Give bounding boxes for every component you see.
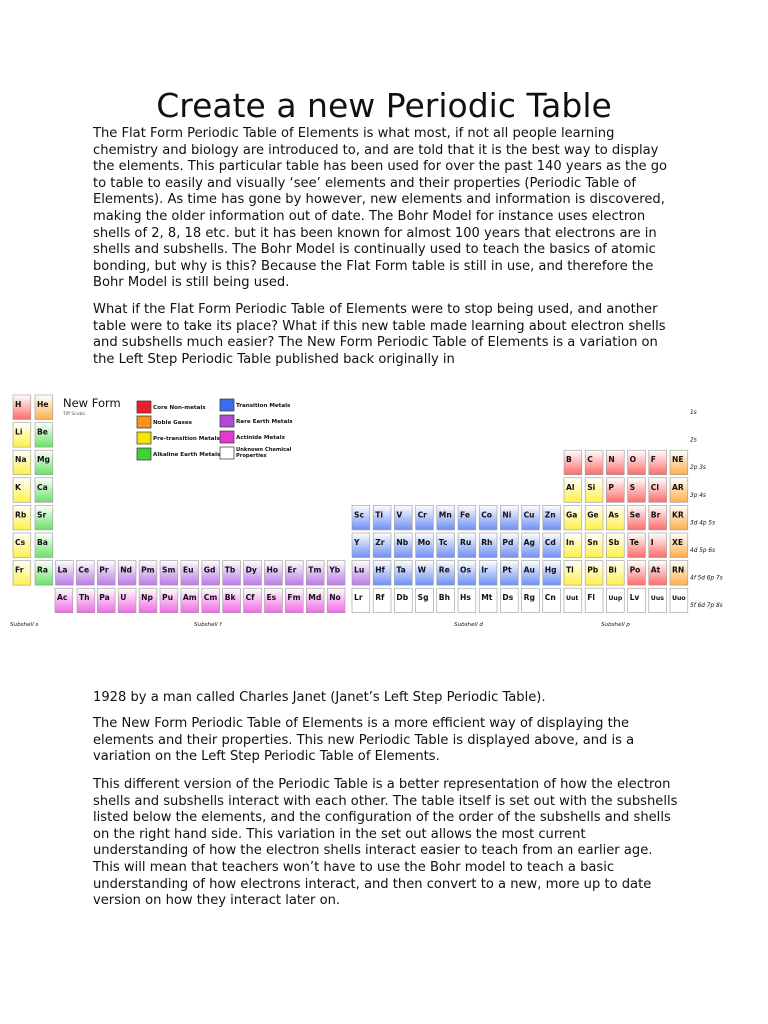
subshell-label: Subshell d	[454, 622, 483, 628]
element-symbol: O	[629, 455, 637, 465]
element-symbol: No	[329, 593, 341, 603]
element-cell-xe	[670, 533, 688, 558]
element-symbol: Cr	[417, 510, 427, 520]
element-cell-th	[77, 588, 95, 613]
element-symbol: Sn	[587, 538, 599, 547]
element-cell-in	[564, 533, 582, 558]
element-symbol: Zn	[544, 510, 556, 520]
element-symbol: Ac	[57, 593, 68, 603]
element-cell-eu	[181, 561, 199, 586]
legend-item	[220, 415, 293, 427]
element-symbol: AR	[672, 482, 684, 492]
element-symbol: Ta	[396, 565, 406, 575]
element-cell-pm	[139, 561, 157, 586]
legend-swatch	[137, 401, 151, 413]
legend-label: Rare Earth Metals	[236, 419, 293, 425]
element-symbol: F	[650, 455, 656, 465]
legend-item	[137, 401, 206, 413]
element-cell-po	[628, 561, 646, 586]
element-cell-sb	[606, 533, 624, 558]
element-cell-be	[35, 423, 53, 448]
paragraph-intro: The Flat Form Periodic Table of Elements is what most, if not all people learning chemistry and biology are introduced to, and are told that it is the best way to display the elements. This particular table has been used for over the past 140 years as the go to table to easily and visually ‘see’ elements and their properties (Periodic Table of Elements). As time has gone by however, new elements and information is discovered, making the older information out of date. The Bohr Model for instance uses electron shells of 2, 8, 18 etc. but it has been known for almost 100 years that electrons are in shells and subshells. The Bohr Model is continually used to teach the basics of atomic bonding, but why is this? Because the Flat Form table is still in use, and therefore the Bohr Model is still being used.	[93, 126, 668, 291]
element-symbol: Te	[629, 538, 639, 547]
element-cell-ds	[500, 588, 518, 613]
legend-swatch	[137, 416, 151, 428]
element-symbol: B	[566, 455, 572, 465]
paragraph-question: What if the Flat Form Periodic Table of Elements were to stop being used, and another table were to take its place? What if this new table made learning about electron shells and subshells much easier? The New Form Periodic Table of Elements is a variation on the Left Step Periodic Table published back originally in	[93, 302, 666, 367]
element-symbol: Gd	[203, 565, 216, 575]
legend-item	[137, 432, 221, 444]
element-symbol: Np	[141, 593, 153, 603]
element-symbol: W	[417, 565, 426, 575]
element-symbol: At	[650, 565, 661, 575]
element-symbol: Bh	[438, 593, 451, 603]
element-symbol: Fm	[287, 593, 301, 603]
element-cell-dy	[244, 561, 262, 586]
element-symbol: Pb	[587, 565, 599, 575]
element-symbol: Be	[37, 427, 48, 437]
element-symbol: Sm	[162, 565, 176, 575]
legend-swatch	[220, 415, 234, 427]
element-symbol: Ge	[587, 510, 599, 520]
element-symbol: Sg	[417, 593, 429, 603]
element-symbol: Yb	[329, 565, 341, 575]
element-cell-ga	[564, 505, 582, 530]
element-symbol: Lr	[354, 593, 363, 603]
element-cell-ni	[500, 505, 518, 530]
element-symbol: Pm	[141, 565, 155, 575]
element-cell-ta	[394, 561, 412, 586]
element-symbol: Sr	[37, 510, 47, 520]
element-cell-uus	[649, 588, 667, 613]
element-cell-zn	[543, 505, 561, 530]
shell-label: 3d 4p 5s	[690, 520, 716, 527]
element-symbol: Ir	[481, 565, 488, 575]
element-symbol: Cn	[544, 593, 556, 603]
element-symbol: Rg	[523, 593, 535, 603]
element-cell-fm	[285, 588, 303, 613]
element-symbol: Cf	[245, 593, 255, 603]
periodic-table-svg	[0, 380, 768, 680]
element-cell-tc	[437, 533, 455, 558]
element-cell-ce	[76, 561, 94, 586]
legend-item	[220, 447, 292, 459]
element-cell-ge	[585, 505, 603, 530]
paragraph-new-form: The New Form Periodic Table of Elements is a more efficient way of displaying the elements and their properties. This new Periodic Table is displayed above, and is a variation on the Left Step Periodic Table of Elements.	[93, 716, 635, 765]
legend-swatch	[220, 447, 234, 459]
element-symbol: La	[57, 565, 68, 575]
element-cell-ba	[35, 533, 53, 558]
element-symbol: Cl	[650, 482, 659, 492]
subshell-label: Subshell p	[601, 622, 630, 628]
element-cell-er	[285, 561, 303, 586]
element-cell-rg	[522, 588, 540, 613]
element-cell-mt	[479, 588, 497, 613]
legend-label: Actinide Metals	[236, 435, 285, 441]
element-symbol: Nb	[396, 538, 409, 547]
element-cell-sr	[35, 505, 53, 530]
figure-author: Tiff Scobo	[63, 412, 86, 417]
element-symbol: Ru	[460, 538, 472, 547]
element-symbol: Hs	[460, 593, 471, 603]
element-symbol: Pd	[502, 538, 514, 547]
element-symbol: Ti	[375, 510, 383, 520]
element-cell-te	[628, 533, 646, 558]
element-cell-mn	[437, 505, 455, 530]
element-symbol: Eu	[182, 565, 194, 575]
element-cell-ar	[670, 478, 688, 503]
element-symbol: Db	[396, 593, 409, 603]
element-symbol: I	[650, 538, 654, 547]
element-symbol: Mo	[417, 538, 431, 547]
element-symbol: Os	[460, 565, 471, 575]
element-cell-nb	[394, 533, 412, 558]
legend-label: Pre-transition Metals	[153, 436, 220, 442]
element-cell-tl	[564, 561, 582, 586]
legend-item	[220, 431, 286, 443]
element-symbol: Fe	[460, 510, 471, 520]
element-cell-lu	[352, 561, 370, 586]
element-symbol: C	[587, 455, 593, 465]
element-symbol: Uut	[566, 595, 579, 603]
element-cell-c	[585, 450, 603, 475]
element-symbol: NE	[672, 455, 684, 465]
element-symbol: Mg	[37, 455, 50, 465]
element-symbol: In	[566, 538, 575, 547]
shell-label: 1s	[690, 410, 697, 416]
element-cell-md	[306, 588, 324, 613]
element-cell-re	[437, 561, 455, 586]
subshell-label: Subshell f	[194, 622, 222, 628]
element-symbol: Bk	[224, 593, 236, 603]
element-symbol: KR	[672, 510, 684, 520]
element-symbol: Am	[182, 593, 197, 603]
element-cell-ru	[458, 533, 476, 558]
legend-label: Alkaline Earth Metals	[153, 452, 221, 458]
element-cell-bi	[606, 561, 624, 586]
element-cell-bk	[223, 588, 241, 613]
element-symbol: K	[15, 482, 21, 492]
shell-label: 2s	[690, 437, 697, 444]
element-cell-sc	[352, 505, 370, 530]
element-symbol: Hf	[375, 565, 385, 575]
element-symbol: Ho	[266, 565, 279, 575]
element-symbol: Tb	[224, 565, 236, 575]
element-cell-cn	[543, 588, 561, 613]
shell-label: 4f 5d 6p 7s	[690, 575, 723, 582]
element-symbol: N	[608, 455, 615, 465]
element-cell-li	[13, 423, 31, 448]
element-symbol: Lv	[629, 593, 640, 603]
element-cell-si	[585, 478, 603, 503]
element-cell-as	[606, 505, 624, 530]
element-symbol: Tl	[566, 565, 574, 575]
element-cell-b	[564, 450, 582, 475]
element-cell-tb	[223, 561, 241, 586]
element-symbol: Fl	[587, 593, 595, 603]
element-symbol: Ba	[37, 538, 48, 547]
element-cell-ti	[373, 505, 391, 530]
element-cell-la	[56, 561, 74, 586]
element-cell-uuo	[670, 588, 688, 613]
shell-label: 4d 5p 6s	[690, 548, 716, 554]
element-cell-ca	[35, 478, 53, 503]
element-symbol: Cm	[203, 593, 218, 603]
element-symbol: Au	[523, 565, 535, 575]
element-cell-bh	[437, 588, 455, 613]
element-cell-s	[628, 478, 646, 503]
element-symbol: Tm	[308, 565, 322, 575]
legend-label: Noble Gases	[153, 420, 193, 426]
legend-label: Properties	[236, 453, 267, 459]
page-title: Create a new Periodic Table	[156, 86, 612, 125]
element-symbol: V	[396, 510, 403, 520]
element-symbol: Uus	[650, 595, 664, 603]
element-cell-cd	[543, 533, 561, 558]
element-symbol: Cs	[15, 538, 26, 547]
element-symbol: Zr	[375, 538, 385, 547]
element-symbol: Sb	[608, 538, 620, 547]
element-cell-os	[458, 561, 476, 586]
paragraph-representation: This different version of the Periodic Table is a better representation of how the electron shells and subshells interact with each other. The table itself is set out with the subshells listed below the elements, and the configuration of the order of the subshells and shells on the right hand side. This variation in the set out allows the most current understanding of how the electron shells interact easier to teach from an earlier age. This will mean that teachers won’t have to use the Bohr model to teach a basic understanding of how electrons interact, and then convert to a new, more up to date version on how they interact later on.	[93, 777, 678, 909]
element-cell-cf	[244, 588, 262, 613]
element-cell-zr	[373, 533, 391, 558]
element-symbol: Rb	[15, 510, 27, 520]
element-cell-at	[649, 561, 667, 586]
legend-swatch	[220, 431, 234, 443]
element-symbol: Nd	[120, 565, 132, 575]
element-cell-nd	[118, 561, 136, 586]
element-symbol: Tc	[438, 538, 448, 547]
element-symbol: Ca	[37, 482, 48, 492]
element-symbol: Na	[15, 455, 27, 465]
legend-label: Transition Metals	[236, 403, 291, 409]
element-symbol: Co	[481, 510, 492, 520]
element-cell-uup	[606, 588, 624, 613]
element-cell-pr	[97, 561, 115, 586]
element-cell-f	[649, 450, 667, 475]
element-cell-cm	[202, 588, 220, 613]
element-cell-o	[628, 450, 646, 475]
element-cell-al	[564, 478, 582, 503]
element-cell-db	[394, 588, 412, 613]
element-symbol: Uuo	[672, 595, 686, 603]
element-symbol: Se	[629, 510, 641, 520]
element-cell-pt	[500, 561, 518, 586]
element-symbol: Pa	[99, 593, 110, 603]
element-cell-v	[394, 505, 412, 530]
element-symbol: Fr	[15, 565, 24, 575]
element-cell-sn	[585, 533, 603, 558]
element-symbol: Al	[566, 482, 575, 492]
element-symbol: He	[37, 400, 49, 409]
element-cell-kr	[670, 505, 688, 530]
element-cell-k	[13, 478, 31, 503]
element-cell-pu	[160, 588, 178, 613]
element-symbol: Th	[79, 593, 90, 603]
element-symbol: H	[15, 400, 22, 409]
element-symbol: Ag	[523, 538, 535, 547]
element-cell-p	[606, 478, 624, 503]
element-symbol: Ce	[78, 565, 90, 575]
element-symbol: Pt	[502, 565, 512, 575]
element-symbol: Li	[15, 427, 23, 437]
element-symbol: Br	[650, 510, 661, 520]
element-symbol: Ds	[502, 593, 514, 603]
element-symbol: Mn	[438, 510, 452, 520]
element-cell-pa	[97, 588, 115, 613]
element-symbol: Rh	[481, 538, 493, 547]
element-cell-pb	[585, 561, 603, 586]
element-symbol: Si	[587, 482, 596, 492]
element-cell-hg	[543, 561, 561, 586]
element-cell-es	[265, 588, 283, 613]
element-symbol: Ni	[502, 510, 512, 520]
element-cell-ra	[35, 561, 53, 586]
element-cell-ho	[265, 561, 283, 586]
element-symbol: Cd	[544, 538, 556, 547]
element-cell-gd	[202, 561, 220, 586]
element-cell-cr	[416, 505, 434, 530]
element-cell-sg	[416, 588, 434, 613]
element-cell-cu	[522, 505, 540, 530]
element-cell-h	[13, 395, 31, 420]
element-cell-rf	[373, 588, 391, 613]
legend-item	[137, 416, 193, 428]
element-symbol: Er	[287, 565, 297, 575]
legend-item	[137, 448, 221, 460]
element-symbol: Es	[266, 593, 277, 603]
legend-item	[220, 399, 291, 411]
element-symbol: Dy	[245, 565, 257, 575]
element-cell-cl	[649, 478, 667, 503]
element-cell-n	[606, 450, 624, 475]
element-cell-ag	[522, 533, 540, 558]
element-cell-br	[649, 505, 667, 530]
element-symbol: U	[120, 593, 127, 603]
element-cell-np	[139, 588, 157, 613]
element-cell-se	[628, 505, 646, 530]
element-cell-uut	[564, 588, 582, 613]
element-cell-w	[416, 561, 434, 586]
element-cell-pd	[500, 533, 518, 558]
element-cell-no	[327, 588, 345, 613]
element-cell-yb	[327, 561, 345, 586]
shell-label: 2p 3s	[690, 465, 706, 472]
element-symbol: RN	[672, 565, 685, 575]
element-symbol: P	[608, 482, 614, 492]
element-symbol: Md	[308, 593, 322, 603]
element-cell-u	[118, 588, 136, 613]
subshell-label: Subshell s	[10, 622, 39, 628]
legend-label: Core Non-metals	[153, 405, 206, 411]
element-symbol: Hg	[544, 565, 557, 575]
legend-swatch	[137, 448, 151, 460]
element-cell-rb	[13, 505, 31, 530]
element-cell-tm	[306, 561, 324, 586]
element-cell-lv	[628, 588, 646, 613]
element-cell-hf	[373, 561, 391, 586]
element-cell-mg	[35, 450, 53, 475]
element-cell-fl	[585, 588, 603, 613]
element-symbol: Ga	[566, 510, 578, 520]
element-symbol: As	[608, 510, 619, 520]
element-cell-ir	[479, 561, 497, 586]
element-symbol: XE	[672, 538, 684, 547]
element-symbol: Uup	[608, 595, 623, 603]
element-symbol: Pr	[99, 565, 109, 575]
element-symbol: Po	[629, 565, 641, 575]
legend-swatch	[220, 399, 234, 411]
element-cell-fr	[13, 561, 31, 586]
element-cell-lr	[352, 588, 370, 613]
element-cell-fe	[458, 505, 476, 530]
element-cell-na	[13, 450, 31, 475]
element-cell-rh	[479, 533, 497, 558]
shell-label: 5f 6d 7p 8s	[690, 603, 723, 610]
element-symbol: Mt	[481, 593, 493, 603]
element-cell-cs	[13, 533, 31, 558]
element-symbol: Y	[354, 538, 360, 547]
element-symbol: Ra	[37, 565, 48, 575]
element-cell-am	[181, 588, 199, 613]
element-cell-i	[649, 533, 667, 558]
shell-label: 3p 4s	[690, 492, 706, 499]
element-cell-sm	[160, 561, 178, 586]
element-symbol: Rf	[375, 593, 385, 603]
element-cell-y	[352, 533, 370, 558]
element-cell-au	[522, 561, 540, 586]
element-cell-he	[35, 395, 53, 420]
periodic-table-figure	[0, 380, 768, 680]
element-symbol: Bi	[608, 565, 617, 575]
element-cell-mo	[416, 533, 434, 558]
element-cell-ne	[670, 450, 688, 475]
figure-title: New Form	[63, 396, 121, 410]
element-cell-rn	[670, 561, 688, 586]
legend-label: Unknown Chemical	[236, 447, 292, 453]
element-symbol: Lu	[354, 565, 365, 575]
element-symbol: Pu	[162, 593, 173, 603]
element-cell-ac	[55, 588, 73, 613]
paragraph-janet: 1928 by a man called Charles Janet (Janet’s Left Step Periodic Table).	[93, 690, 546, 705]
element-symbol: Cu	[523, 510, 535, 520]
element-symbol: S	[629, 482, 636, 492]
element-cell-co	[479, 505, 497, 530]
element-symbol: Sc	[354, 510, 364, 520]
legend-swatch	[137, 432, 151, 444]
element-symbol: Re	[438, 565, 450, 575]
element-cell-hs	[458, 588, 476, 613]
